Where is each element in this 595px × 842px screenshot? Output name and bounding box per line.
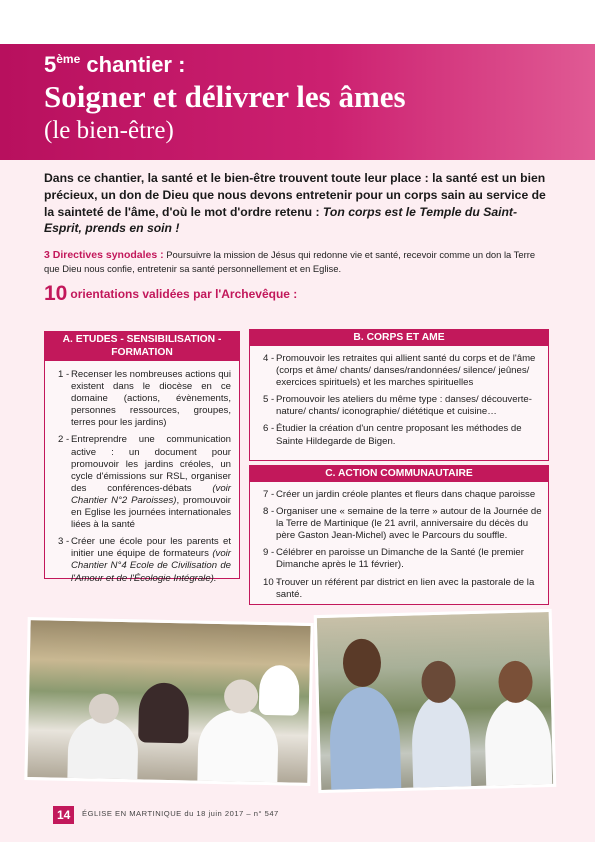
chapter-suffix: ème bbox=[56, 52, 81, 66]
photo-figure bbox=[411, 694, 472, 793]
photo-figure bbox=[67, 716, 138, 786]
item-text: Recenser les nombreuses actions qui existent dans le diocèse en ce domaine (actions, évènements, personnes ressources, groupes, terres pour les jardins) bbox=[71, 369, 231, 429]
item-text-after: , promouvoir en Eglise les journées internationales liées à la santé bbox=[71, 494, 231, 531]
box-corps-ame-list bbox=[250, 346, 548, 448]
list-item bbox=[260, 547, 542, 571]
directives-paragraph bbox=[44, 248, 552, 275]
page-number: 14 bbox=[53, 806, 74, 824]
footer-publication: ÉGLISE EN MARTINIQUE du 18 juin 2017 – n° 547 bbox=[82, 809, 279, 818]
photo-figure bbox=[498, 660, 533, 703]
photo-figure bbox=[138, 682, 189, 743]
list-item bbox=[260, 577, 542, 601]
item-number: 3 - bbox=[58, 536, 70, 548]
list-item bbox=[260, 423, 542, 447]
item-text: Trouver un référent par district en lien avec la pastorale de la santé. bbox=[276, 576, 535, 600]
list-item bbox=[55, 434, 231, 531]
list-item bbox=[260, 489, 542, 501]
orientations-label: orientations validées par l'Archevêque : bbox=[70, 287, 298, 301]
item-number: 4 - bbox=[263, 353, 275, 364]
box-etudes-list bbox=[45, 361, 239, 585]
photo-figure bbox=[484, 697, 552, 793]
item-number: 2 - bbox=[58, 434, 70, 446]
photo-three-people bbox=[314, 609, 557, 793]
directives-text: Poursuivre la mission de Jésus qui redonne vie et santé, recevoir comme un don la Terre que Dieu nous confie, entretenir sa santé personnellement et en Eglise. bbox=[44, 249, 536, 274]
item-text: Créer une école pour les parents et initier une équipe de formateurs bbox=[71, 536, 231, 560]
chapter-number: 5 bbox=[44, 52, 57, 77]
item-text: Organiser une « semaine de la terre » autour de la Journée de la Terre de Martinique (le 21 avril, anniversaire du décès du père Gaston Jean-Michel) avec le Parcours du souffle. bbox=[276, 506, 542, 542]
photo-meeting-group bbox=[24, 617, 313, 786]
item-number: 1 - bbox=[58, 369, 70, 380]
item-number: 8 - bbox=[263, 506, 275, 518]
orientations-heading bbox=[44, 282, 297, 306]
box-corps-ame-title: B. CORPS ET AME bbox=[250, 330, 548, 346]
intro-text: Dans ce chantier, la santé et le bien-être trouvent toute leur place : la santé est un bien précieux, un don de Dieu que nous devons entretenir pour un corps sain au service de la sainteté de l'âme, d'où le mot d'ordre retenu : bbox=[44, 171, 546, 219]
photo-figure bbox=[259, 665, 300, 716]
photo-figure bbox=[342, 638, 381, 687]
item-number: 6 - bbox=[263, 423, 275, 435]
photo-figure bbox=[421, 660, 456, 703]
intro-paragraph bbox=[44, 170, 552, 237]
list-item bbox=[260, 353, 542, 389]
item-number: 10 - bbox=[263, 576, 280, 588]
item-text: Créer un jardin créole plantes et fleurs dans chaque paroisse bbox=[276, 489, 536, 500]
list-item bbox=[260, 506, 542, 542]
box-etudes-title: A. ETUDES - SENSIBILISATION - FORMATION bbox=[45, 332, 239, 361]
list-item bbox=[55, 536, 231, 584]
item-number: 7 - bbox=[263, 489, 275, 500]
box-action-communautaire bbox=[249, 465, 549, 605]
box-corps-ame bbox=[249, 329, 549, 461]
page-subtitle: (le bien-être) bbox=[44, 117, 174, 144]
orientations-count: 10 bbox=[44, 282, 68, 305]
item-text: Promouvoir les ateliers du même type : danses/ découverte-nature/ chants/ iconographie/ diététique et cuisine… bbox=[276, 394, 532, 418]
box-action-communautaire-list bbox=[250, 482, 548, 601]
box-etudes bbox=[44, 331, 240, 584]
list-item bbox=[260, 394, 542, 418]
photo-figure bbox=[329, 686, 402, 793]
item-text: Entreprendre une communication active : un document pour promouvoir les jardins créoles, un cycle d'émissions sur RSL, organiser des conférences-débats bbox=[71, 434, 231, 494]
list-item bbox=[55, 369, 231, 429]
item-reference: (voir Chantier N°2 Paroisses) bbox=[71, 482, 231, 506]
item-text: Étudier la création d'un centre proposant les méthodes de Sainte Hildegarde de Bigen. bbox=[276, 423, 522, 447]
item-number: 9 - bbox=[263, 547, 275, 559]
item-text: Célébrer en paroisse un Dimanche de la Santé (le premier Dimanche après le 11 février). bbox=[276, 547, 524, 571]
photo-figure bbox=[197, 709, 279, 786]
item-reference: (voir Chantier N°4 Ecole de Civilisation de l'Amour et de l'Écologie Intégrale). bbox=[71, 548, 231, 584]
photo-figure bbox=[224, 679, 259, 714]
box-action-communautaire-title: C. ACTION COMMUNAUTAIRE bbox=[250, 466, 548, 482]
chapter-label bbox=[44, 52, 185, 78]
directives-label: 3 Directives synodales : bbox=[44, 249, 164, 261]
footer bbox=[0, 802, 595, 842]
item-text: Promouvoir les retraites qui allient santé du corps et de l'âme (corps et âme/ chants/ danses/randonnées/ silence/ jeûnes/ exercices spirituels) et les marches spirituelles bbox=[276, 353, 536, 389]
page-title: Soigner et délivrer les âmes bbox=[44, 79, 406, 114]
top-margin bbox=[0, 0, 595, 44]
intro-motto: Ton corps est le Temple du Saint-Esprit, prends en soin ! bbox=[44, 204, 518, 236]
chapter-word: chantier : bbox=[86, 52, 186, 77]
item-number: 5 - bbox=[263, 394, 275, 406]
header-band bbox=[0, 44, 595, 160]
